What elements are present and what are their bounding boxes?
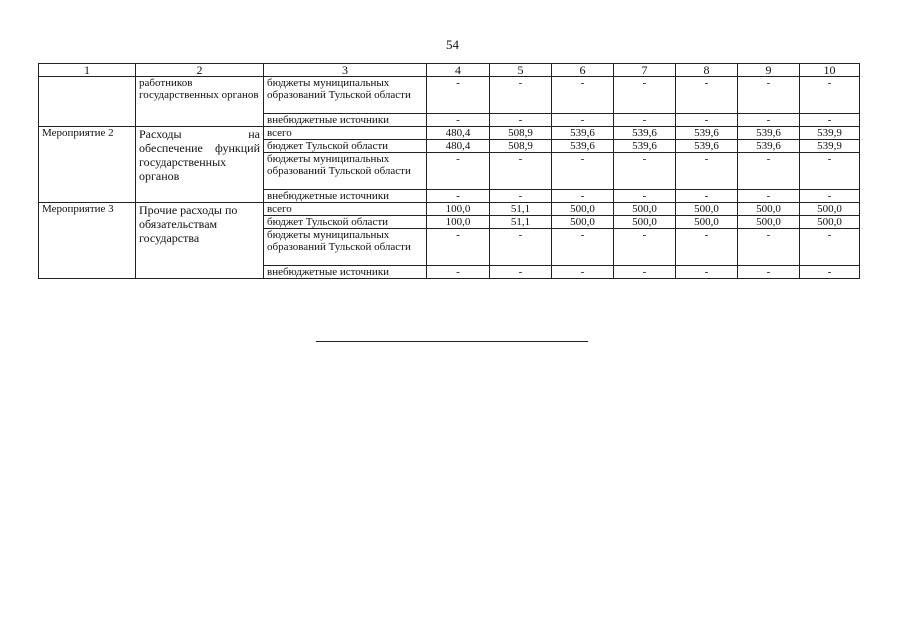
value-cell: - bbox=[490, 190, 552, 203]
page-number: 54 bbox=[446, 37, 459, 52]
value-cell: - bbox=[552, 114, 614, 127]
value-cell: 508,9 bbox=[490, 140, 552, 153]
value-cell: 539,6 bbox=[552, 140, 614, 153]
value-cell: 539,9 bbox=[800, 127, 860, 140]
measure-cell: Мероприятие 3 bbox=[39, 203, 136, 279]
value-cell: 500,0 bbox=[676, 216, 738, 229]
value-cell: 539,6 bbox=[552, 127, 614, 140]
value-cell: 539,6 bbox=[614, 140, 676, 153]
value-cell: - bbox=[800, 190, 860, 203]
value-cell: - bbox=[490, 153, 552, 190]
value-cell: 51,1 bbox=[490, 203, 552, 216]
value-cell: 508,9 bbox=[490, 127, 552, 140]
header-cell: 5 bbox=[490, 64, 552, 77]
value-cell: - bbox=[427, 190, 490, 203]
value-cell: 480,4 bbox=[427, 140, 490, 153]
funding-source-cell: внебюджетные источники bbox=[264, 190, 427, 203]
value-cell: - bbox=[614, 153, 676, 190]
funding-source-cell: бюджет Тульской области bbox=[264, 140, 427, 153]
value-cell: 539,9 bbox=[800, 140, 860, 153]
value-cell: - bbox=[552, 153, 614, 190]
value-cell: - bbox=[614, 266, 676, 279]
value-cell: - bbox=[800, 229, 860, 266]
value-cell: - bbox=[676, 266, 738, 279]
funding-source-cell: бюджеты муниципальных образований Тульской области bbox=[264, 153, 427, 190]
budget-table bbox=[38, 63, 860, 279]
header-cell: 1 bbox=[39, 64, 136, 77]
header-cell: 2 bbox=[136, 64, 264, 77]
value-cell: - bbox=[614, 190, 676, 203]
value-cell: 500,0 bbox=[800, 216, 860, 229]
funding-source-cell: бюджет Тульской области bbox=[264, 216, 427, 229]
value-cell: - bbox=[676, 229, 738, 266]
value-cell: - bbox=[614, 77, 676, 114]
value-cell: 500,0 bbox=[614, 203, 676, 216]
header-cell: 8 bbox=[676, 64, 738, 77]
header-cell: 10 bbox=[800, 64, 860, 77]
header-row bbox=[39, 64, 860, 77]
funding-source-cell: бюджеты муниципальных образований Тульской области bbox=[264, 229, 427, 266]
value-cell: - bbox=[490, 229, 552, 266]
value-cell: 539,6 bbox=[738, 127, 800, 140]
value-cell: - bbox=[614, 229, 676, 266]
value-cell: - bbox=[738, 153, 800, 190]
value-cell: 500,0 bbox=[800, 203, 860, 216]
header-cell: 9 bbox=[738, 64, 800, 77]
table-body bbox=[39, 64, 860, 279]
value-cell: - bbox=[738, 77, 800, 114]
value-cell: - bbox=[427, 229, 490, 266]
value-cell: 539,6 bbox=[738, 140, 800, 153]
value-cell: - bbox=[738, 229, 800, 266]
header-cell: 6 bbox=[552, 64, 614, 77]
value-cell: 500,0 bbox=[738, 216, 800, 229]
value-cell: 100,0 bbox=[427, 203, 490, 216]
value-cell: - bbox=[427, 114, 490, 127]
value-cell: 539,6 bbox=[676, 140, 738, 153]
funding-source-cell: внебюджетные источники bbox=[264, 266, 427, 279]
measure-cell bbox=[39, 77, 136, 127]
value-cell: - bbox=[738, 190, 800, 203]
value-cell: - bbox=[552, 77, 614, 114]
value-cell: - bbox=[738, 266, 800, 279]
value-cell: 539,6 bbox=[676, 127, 738, 140]
value-cell: 100,0 bbox=[427, 216, 490, 229]
value-cell: - bbox=[552, 229, 614, 266]
expense-name-cell: работников государственных органов bbox=[136, 77, 264, 127]
value-cell: - bbox=[552, 266, 614, 279]
value-cell: - bbox=[676, 77, 738, 114]
value-cell: 480,4 bbox=[427, 127, 490, 140]
value-cell: 51,1 bbox=[490, 216, 552, 229]
value-cell: - bbox=[800, 77, 860, 114]
value-cell: 539,6 bbox=[614, 127, 676, 140]
measure-cell: Мероприятие 2 bbox=[39, 127, 136, 203]
value-cell: 500,0 bbox=[738, 203, 800, 216]
value-cell: - bbox=[490, 266, 552, 279]
value-cell: - bbox=[800, 266, 860, 279]
value-cell: - bbox=[552, 190, 614, 203]
table-row bbox=[39, 203, 860, 216]
value-cell: - bbox=[427, 266, 490, 279]
table-row bbox=[39, 77, 860, 114]
header-cell: 3 bbox=[264, 64, 427, 77]
value-cell: - bbox=[427, 153, 490, 190]
value-cell: 500,0 bbox=[552, 216, 614, 229]
value-cell: - bbox=[676, 153, 738, 190]
table-row bbox=[39, 127, 860, 140]
end-rule bbox=[316, 341, 588, 342]
header-cell: 7 bbox=[614, 64, 676, 77]
value-cell: - bbox=[800, 153, 860, 190]
header-cell: 4 bbox=[427, 64, 490, 77]
value-cell: - bbox=[490, 114, 552, 127]
value-cell: - bbox=[427, 77, 490, 114]
value-cell: - bbox=[800, 114, 860, 127]
value-cell: 500,0 bbox=[614, 216, 676, 229]
value-cell: - bbox=[738, 114, 800, 127]
funding-source-cell: всего bbox=[264, 203, 427, 216]
funding-source-cell: всего bbox=[264, 127, 427, 140]
value-cell: 500,0 bbox=[676, 203, 738, 216]
funding-source-cell: бюджеты муниципальных образований Тульской области bbox=[264, 77, 427, 114]
funding-source-cell: внебюджетные источники bbox=[264, 114, 427, 127]
expense-name-cell: Прочие расходы по обязательствам государства bbox=[136, 203, 264, 279]
value-cell: - bbox=[490, 77, 552, 114]
value-cell: 500,0 bbox=[552, 203, 614, 216]
expense-name-cell: Расходы на обеспечение функций государственных органов bbox=[136, 127, 264, 203]
value-cell: - bbox=[676, 190, 738, 203]
value-cell: - bbox=[614, 114, 676, 127]
value-cell: - bbox=[676, 114, 738, 127]
